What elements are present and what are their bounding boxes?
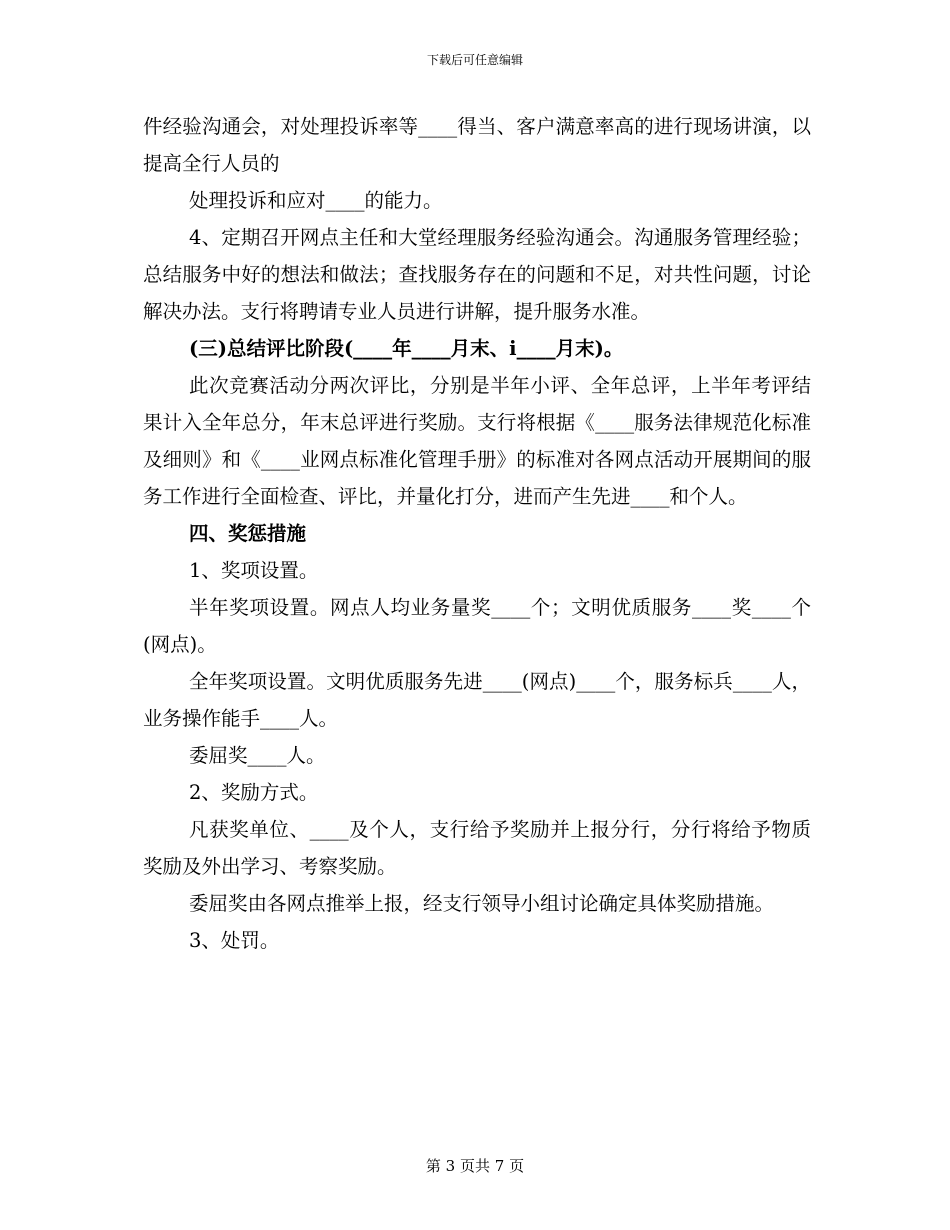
page-header: 下载后可任意编辑	[426, 53, 523, 67]
paragraph-11: 2、奖励方式。	[189, 781, 319, 804]
section-heading-3: (三)总结评比阶段(____年____月末、i____月末)。	[189, 337, 624, 360]
paragraph-3: 4、定期召开网点主任和大堂经理服务经验沟通会。沟通服务管理经验；总结服务中好的想法和做法；查找服务存在的问题和不足，对共性问题，讨论解决办法。支行将聘请专业人员进行讲解，提升服务水准。	[143, 226, 811, 323]
paragraph-7: 1、奖项设置。	[189, 559, 319, 582]
document-body	[143, 108, 811, 959]
paragraph-2: 处理投诉和应对____的能力。	[189, 189, 443, 212]
paragraph-5: 此次竞赛活动分两次评比，分别是半年小评、全年总评，上半年考评结果计入全年总分，年末总评进行奖励。支行将根据《____服务法律规范化标准及细则》和《____业网点标准化管理手册》的标准对各网点活动开展期间的服务工作进行全面检查、评比，并量化打分，进而产生先进____和个人。	[143, 374, 811, 508]
paragraph-10: 委屈奖____人。	[189, 744, 326, 767]
paragraph-9: 全年奖项设置。文明优质服务先进____(网点)____个，服务标兵____人，业务操作能手____人。	[143, 670, 811, 730]
paragraph-13: 委屈奖由各网点推举上报，经支行领导小组讨论确定具体奖励措施。	[189, 892, 775, 915]
paragraph-1: 件经验沟通会，对处理投诉率等____得当、客户满意率高的进行现场讲演，以提高全行人员的	[143, 115, 811, 175]
section-heading-4: 四、奖惩措施	[189, 522, 307, 545]
paragraph-12: 凡获奖单位、____及个人，支行给予奖励并上报分行，分行将给予物质奖励及外出学习、考察奖励。	[143, 818, 811, 878]
paragraph-14: 3、处罚。	[189, 929, 280, 952]
paragraph-8: 半年奖项设置。网点人均业务量奖____个；文明优质服务____奖____个(网点)。	[143, 596, 811, 656]
page-footer: 第 3 页共 7 页	[425, 1157, 525, 1175]
